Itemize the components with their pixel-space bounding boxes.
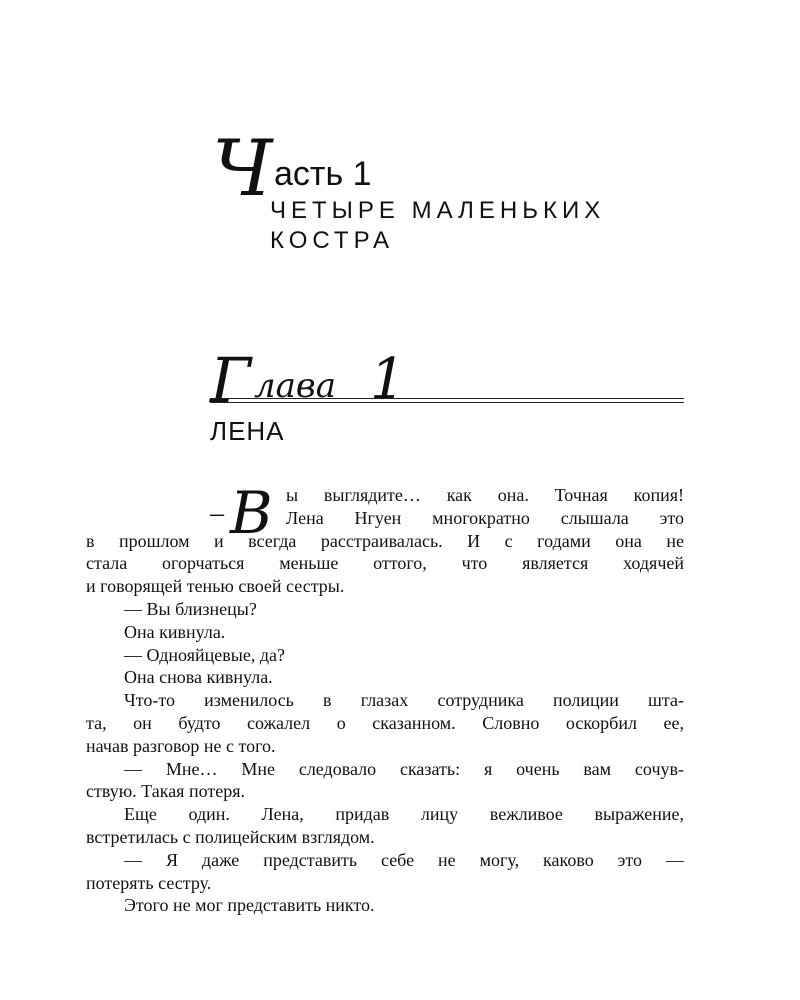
part-subtitle: ЧЕТЫРЕ МАЛЕНЬКИХ КОСТРА	[270, 197, 606, 254]
text-line: ствую. Такая потеря.	[86, 781, 245, 802]
text-line: — Однояйцевые, да?	[124, 644, 285, 665]
text-line: Что-то изменилось в глазах сотрудника полиции шта-	[124, 690, 684, 711]
text-line: Она снова кивнула.	[124, 667, 273, 688]
text-line: — Вы близнецы?	[124, 598, 257, 619]
text-line: Этого не мог представить никто.	[124, 895, 375, 916]
text-line: Она кивнула.	[124, 621, 226, 642]
chapter-title: лава	[254, 366, 336, 406]
text-line: Лена Нгуен многократно слышала это	[286, 507, 684, 528]
opening-lines	[286, 484, 684, 530]
body-text	[86, 530, 684, 918]
chapter-initial-letter: Г	[210, 344, 252, 417]
text-line: стала огорчаться меньше оттого, что является ходячей	[86, 553, 684, 574]
opening-dash: –	[210, 498, 224, 529]
text-line: — Я даже представить себе не могу, каково это —	[124, 849, 684, 870]
text-line: та, он будто сожалел о сказанном. Словно оскорбил ее,	[86, 712, 684, 733]
text-line: Еще один. Лена, придав лицу вежливое выражение,	[124, 804, 684, 825]
chapter-number: 1	[370, 347, 406, 412]
text-line: — Мне… Мне следовало сказать: я очень вам сочув-	[124, 758, 684, 779]
text-line: ы выглядите… как она. Точная копия!	[286, 485, 684, 505]
text-line: начав разговор не с того.	[86, 735, 276, 756]
text-line: и говорящей тенью своей сестры.	[86, 576, 345, 597]
chapter-rule	[210, 398, 684, 399]
chapter-rule-secondary	[210, 402, 684, 403]
part-title: асть 1	[274, 155, 372, 193]
text-line: в прошлом и всегда расстраивалась. И с годами она не	[86, 530, 684, 551]
part-initial-letter: Ч	[212, 124, 273, 214]
chapter-name: ЛЕНА	[210, 416, 285, 446]
text-line: потерять сестру.	[86, 872, 212, 893]
text-line: встретилась с полицейским взглядом.	[86, 826, 375, 847]
drop-cap: В	[230, 479, 273, 547]
